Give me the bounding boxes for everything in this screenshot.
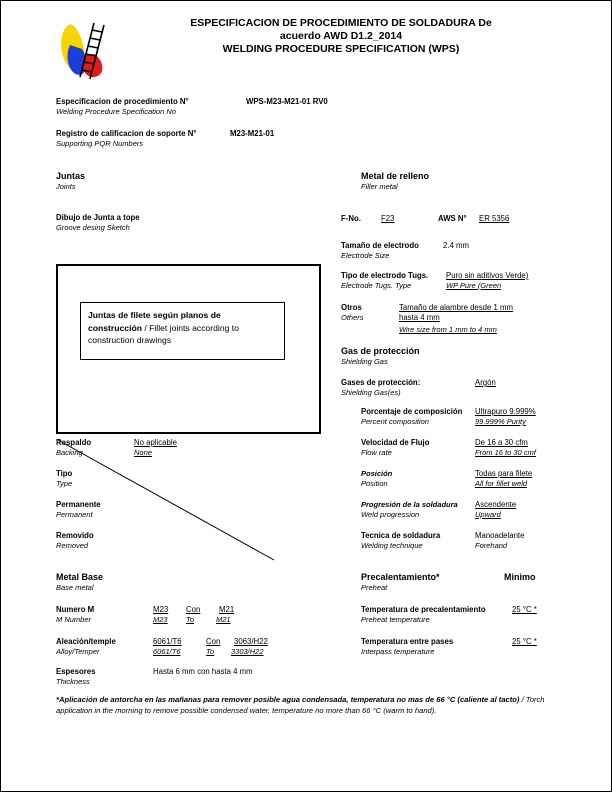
pqr-number-value: M23-M21-01 <box>230 129 275 138</box>
filler-metal-heading-es: Metal de relleno <box>361 171 430 181</box>
spec-number-label-es: Especificacion de procedimiento N° <box>56 97 189 106</box>
footnote <box>56 695 556 716</box>
backing-type-label-en: Type <box>56 479 73 488</box>
pqr-number-label-en: Supporting PQR Numbers <box>56 139 144 148</box>
spec-number-value: WPS-M23-M21-01 RV0 <box>246 97 328 106</box>
m-number-label-en: M Number <box>56 615 92 624</box>
electrode-type-value-en: WP Pure (Green <box>446 281 502 290</box>
aws-number-value: ER 5356 <box>479 214 510 223</box>
position-value-en: All for fillet weld <box>475 479 528 488</box>
preheat-temperature-label-en: Preheat temperature <box>361 615 430 624</box>
sketch-note-en: / Fillet joints according to construction drawings <box>88 322 239 345</box>
preheat-temperature-value: 25 °C * <box>512 605 537 614</box>
electrode-size-label-es: Tamaño de electrodo <box>341 241 419 250</box>
permanent-label-en: Permanent <box>56 510 93 519</box>
electrode-type-label-en: Electrode Tugs. Type <box>341 281 412 290</box>
weld-progression-label-en: Weld progression <box>361 510 420 519</box>
others-value-line-2: hasta 4 mm <box>399 313 440 322</box>
page-title <box>121 17 561 56</box>
gases-label-es: Gases de protección: <box>341 378 421 387</box>
percent-composition-value-es: Ultrapuro 9.999% <box>475 407 536 416</box>
preheat-minimum-label: Minimo <box>504 572 536 582</box>
others-value-en: Wire size from 1 mm to 4 mm <box>399 325 497 334</box>
f-number-value: F23 <box>381 214 395 223</box>
alloy-temper-label-es: Aleación/temple <box>56 637 116 646</box>
m-number-value-1-en: M23 <box>153 615 168 624</box>
m-number-conjunction: Con <box>186 605 201 614</box>
title-line-1: ESPECIFICACION DE PROCEDIMIENTO DE SOLDADURA De <box>190 17 492 29</box>
preheat-heading-en: Preheat <box>361 583 388 592</box>
f-number-label: F-No. <box>341 214 361 223</box>
backing-value-en: None <box>134 448 152 457</box>
groove-sketch-label-en: Groove desing Sketch <box>56 223 130 232</box>
document-header <box>1 1 612 87</box>
gases-label-en: Shielding Gas(es) <box>341 388 401 397</box>
aws-number-label: AWS N° <box>438 214 467 223</box>
shielding-gas-heading-en: Shielding Gas <box>341 357 388 366</box>
sketch-note-es: Juntas de filete según planos de construcción <box>88 310 221 333</box>
position-label-en: Position <box>361 479 388 488</box>
percent-composition-value-en: 99.999% Purity <box>475 417 526 426</box>
groove-sketch-label-es: Dibujo de Junta a tope <box>56 213 140 222</box>
flow-rate-value-en: From 16 to 30 cmf <box>475 448 536 457</box>
sketch-note <box>80 302 285 360</box>
position-value-es: Todas para filete <box>475 469 533 478</box>
footnote-italic-en: / Torch application in the morning to remove possible condensed water, temperature no more than 66 °C (warm to hand). <box>56 695 545 715</box>
preheat-heading-es: Precalentamiento* <box>361 572 440 582</box>
base-metal-heading-es: Metal Base <box>56 572 104 582</box>
preheat-temperature-label-es: Temperatura de precalentamiento <box>361 605 486 614</box>
backing-label-en: Backing <box>56 448 83 457</box>
joints-heading-es: Juntas <box>56 171 86 181</box>
others-label-en: Others <box>341 313 364 322</box>
others-label-es: Otros <box>341 303 362 312</box>
m-number-value-1: M23 <box>153 605 169 614</box>
alloy-value-1: 6061/T6 <box>153 637 182 646</box>
removed-label-en: Removed <box>56 541 89 550</box>
flow-rate-value-es: De 16 a 30 cfm <box>475 438 528 447</box>
groove-sketch-box <box>56 264 321 434</box>
alloy-to: To <box>206 647 215 656</box>
backing-type-label-es: Tipo <box>56 469 73 478</box>
electrode-type-label-es: Tipo de electrodo Tugs. <box>341 271 429 280</box>
welding-technique-label-en: Welding technique <box>361 541 423 550</box>
alloy-conjunction: Con <box>206 637 221 646</box>
others-value-line-1: Tamaño de alambre desde 1 mm <box>399 303 513 312</box>
permanent-label-es: Permanente <box>56 500 101 509</box>
thickness-label-es: Espesores <box>56 667 96 676</box>
pqr-number-label-es: Registro de calificacion de soporte N° <box>56 129 197 138</box>
alloy-value-1-en: 6061/T6 <box>153 647 181 656</box>
spec-number-label-en: Welding Procedure Specification No <box>56 107 176 116</box>
m-number-value-2: M21 <box>219 605 235 614</box>
m-number-label-es: Numero M <box>56 605 95 614</box>
m-number-to: To <box>186 615 195 624</box>
filler-metal-heading-en: Filler metal <box>361 182 398 191</box>
base-metal-heading-en: Base metal <box>56 583 94 592</box>
gases-value: Argón <box>475 378 496 387</box>
thickness-label-en: Thickness <box>56 677 90 686</box>
backing-label-es: Respaldo <box>56 438 92 447</box>
title-line-3: WELDING PROCEDURE SPECIFICATION (WPS) <box>222 43 460 55</box>
m-number-value-2-en: M21 <box>216 615 231 624</box>
welding-technique-value-en: Forehand <box>475 541 508 550</box>
percent-composition-label-es: Porcentaje de composición <box>361 407 463 416</box>
electrode-size-label-en: Electrode Size <box>341 251 390 260</box>
joints-heading-en: Joints <box>56 182 76 191</box>
welding-technique-value-es: Manoadelante <box>475 531 525 540</box>
removed-label-es: Removido <box>56 531 94 540</box>
company-logo <box>56 19 111 81</box>
position-label-es: Posición <box>361 469 393 478</box>
weld-progression-label-es: Progresión de la soldadura <box>361 500 458 509</box>
title-line-2: acuerdo AWD D1.2_2014 <box>279 30 403 42</box>
thickness-value: Hasta 6 mm con hasta 4 mm <box>153 667 253 676</box>
percent-composition-label-en: Percent composition <box>361 417 429 426</box>
footnote-bold-es: *Aplicación de antorcha en las mañanas para remover posible agua condensada, temperatura no mas de 66 °C (caliente al tacto) <box>56 695 520 704</box>
flow-rate-label-en: Flow rate <box>361 448 392 457</box>
interpass-temperature-value: 25 °C * <box>512 637 537 646</box>
flow-rate-label-es: Velocidad de Flujo <box>361 438 430 447</box>
backing-value-es: No aplicable <box>134 438 177 447</box>
shielding-gas-heading-es: Gas de protección <box>341 346 420 356</box>
interpass-temperature-label-es: Temperatura entre pases <box>361 637 454 646</box>
alloy-temper-label-en: Alloy/Temper <box>56 647 100 656</box>
electrode-type-value-es: Puro sin aditivos Verde) <box>446 271 529 280</box>
welding-technique-label-es: Tecnica de soldadura <box>361 531 441 540</box>
weld-progression-value-es: Ascendente <box>475 500 517 509</box>
weld-progression-value-en: Upward <box>475 510 501 519</box>
electrode-size-value: 2.4 mm <box>443 241 469 250</box>
alloy-value-2: 3063/H22 <box>234 637 268 646</box>
interpass-temperature-label-en: Interpass temperature <box>361 647 435 656</box>
alloy-value-2-en: 3303/H22 <box>231 647 264 656</box>
